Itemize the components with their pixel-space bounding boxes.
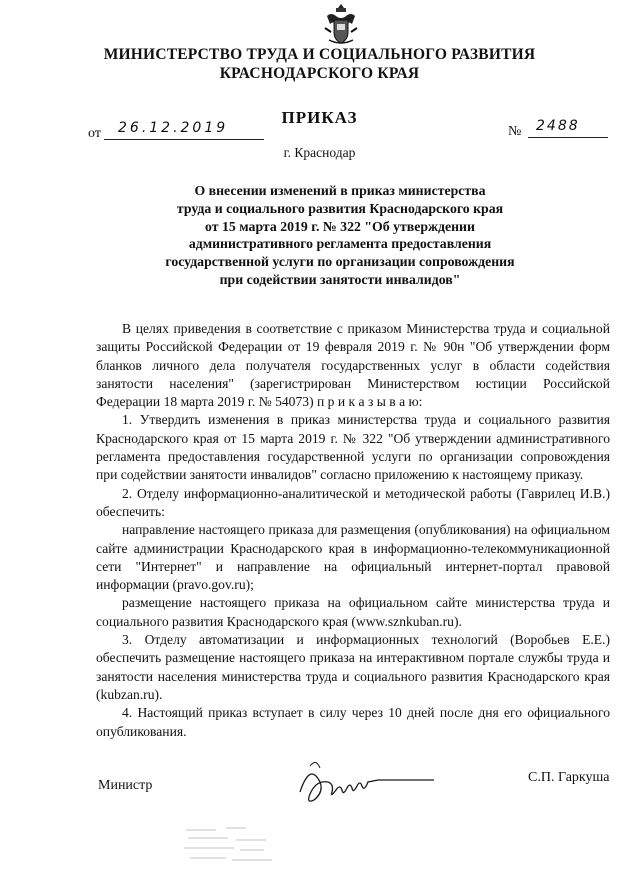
body-paragraph: 4. Настоящий приказ вступает в силу через 10 дней после дня его официального опубликования.: [96, 705, 610, 739]
coat-of-arms-icon: [321, 2, 361, 46]
date-value: 26.12.2019: [104, 120, 264, 140]
org-name-line1: МИНИСТЕРСТВО ТРУДА И СОЦИАЛЬНОГО РАЗВИТИЯ: [103, 46, 536, 63]
date-label: от: [88, 126, 101, 141]
subject-line: труда и социального развития Краснодарского края: [176, 200, 504, 216]
document-type: ПРИКАЗ: [281, 108, 358, 127]
handwritten-signature: [290, 752, 450, 812]
subject-line: государственной услуги по организации сопровождения: [165, 254, 515, 270]
subject-line: от 15 марта 2019 г. № 322 "Об утверждении: [205, 218, 475, 234]
signer-position: Министр: [98, 778, 153, 793]
body-paragraph: размещение настоящего приказа на официальном сайте министерства труда и социального развития Краснодарского края (www.sznkuban.ru).: [96, 595, 610, 629]
number-label: №: [508, 124, 522, 139]
subject-line: О внесении изменений в приказ министерства: [194, 183, 486, 198]
body-paragraph: 3. Отделу автоматизации и информационных технологий (Воробьев Е.Е.) обеспечить размещение настоящего приказа на интерактивном портале службы труда и занятости населения министерства труда и социального развития Краснодарского края (kubzan.ru).: [96, 632, 610, 702]
order-body: [96, 320, 610, 741]
body-paragraph: направление настоящего приказа для размещения (опубликования) на официальном сайте администрации Краснодарского края в информационно-телекоммуникационной сети "Интернет" и направление на официальный интернет-портал правовой информации (pravo.gov.ru);: [96, 522, 610, 593]
body-paragraph: 2. Отделу информационно-аналитической и методической работы (Гаврилец И.В.) обеспечить:: [96, 485, 610, 519]
body-paragraph: 1. Утвердить изменения в приказ министерства труда и социального развития Краснодарского края от 15 марта 2019 г. № 322 "Об утверждении административного регламента предоставления государственной услуги по организации сопровождения при содействии занятости инвалидов" согласно приложению к настоящему приказу.: [96, 412, 610, 483]
city: г. Краснодар: [283, 145, 356, 160]
subject-line: при содействии занятости инвалидов": [219, 271, 461, 287]
body-paragraph: В целях приведения в соответствие с приказом Министерства труда и социальной защиты Российской Федерации от 19 февраля 2019 г. № 90н "Об утверждении форм бланков личного дела получателя государственных услуг в области содействия занятости населения" (зарегистрирован Министерством юстиции Российской Федерации 18 марта 2019 г. № 54073) п р и к а з ы в а ю:: [96, 321, 610, 410]
org-name-line2: КРАСНОДАРСКОГО КРАЯ: [219, 65, 420, 82]
order-subject: [140, 182, 540, 289]
signer-name: С.П. Гаркуша: [528, 770, 610, 785]
stamp-mark: [176, 820, 286, 870]
subject-line: административного регламента предоставления: [188, 236, 492, 252]
number-value: 2488: [528, 118, 608, 138]
